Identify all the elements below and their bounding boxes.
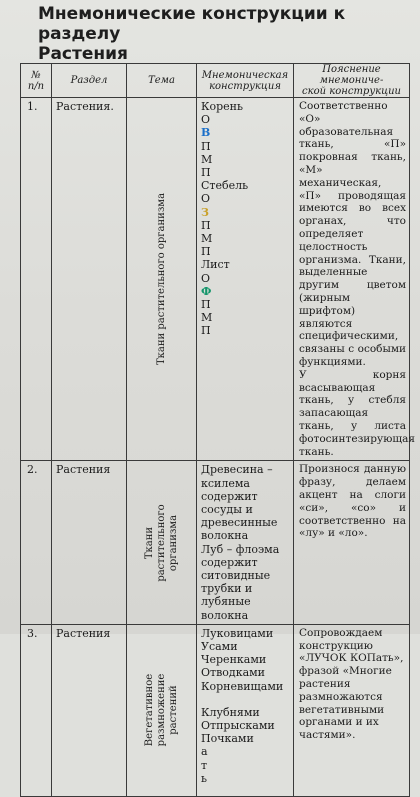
row-mnemonic: Древесина – ксилема содержит сосуды и древесинные волокна Луб – флоэма содержит ситовидные трубки и лубяные волокна xyxy=(197,461,294,624)
table-row xyxy=(21,624,410,796)
row-section: Растения xyxy=(52,624,127,796)
table-row xyxy=(21,98,410,461)
row-theme: Ткани растительного организма xyxy=(127,98,197,461)
row-explanation: Произнося данную фразу, делаем акцент на слоги «си», «со» и соответственно на «лу» и «ло». xyxy=(294,461,410,624)
row-theme: Ткани растительного организма xyxy=(127,461,197,624)
mnemonic-table xyxy=(20,63,415,797)
row-theme: Вегетативное размножение растений xyxy=(127,624,197,796)
row-explanation: Сопровождаем конструкцию «ЛУЧОК КОПать», фразой «Многие растения размножаются вегетативными органами и их частями». xyxy=(294,624,410,796)
row-num: 2. xyxy=(21,461,52,624)
row-mnemonic: Луковицами Усами Черенками Отводками Корневищами Клубнями Отпрысками Почками а т ь xyxy=(197,624,294,796)
header-explanation: Пояснение мнемониче- ской конструкции xyxy=(294,64,410,98)
row-explanation: Соответственно «О» образовательная ткань, «П» покровная ткань, «М» механическая, «П» проводящая имеются во всех органах, что определяет целостность организма. Ткани, выделенные другим цветом (жирным шрифтом) являются специфическими, связаны с особыми функциями. У корня всасывающая ткань, у стебля запасающая ткань, у листа фотосинтезирующая ткань. xyxy=(294,98,410,461)
row-section: Растения. xyxy=(52,98,127,461)
table-row xyxy=(21,461,410,624)
header-num: № п/п xyxy=(21,64,52,98)
row-mnemonic: Корень О В П М П Стебель О З П М П Лист О Ф П М П xyxy=(197,98,294,461)
title-line-1: Мнемонические конструкции к разделу xyxy=(38,4,346,44)
page-title xyxy=(20,4,400,64)
row-section: Растения xyxy=(52,461,127,624)
title-line-2: Растения xyxy=(38,44,128,64)
header-mnemonic: Мнемоническая конструкция xyxy=(197,64,294,98)
header-theme: Тема xyxy=(127,64,197,98)
row-num: 1. xyxy=(21,98,52,461)
row-num: 3. xyxy=(21,624,52,796)
header-row xyxy=(21,64,410,98)
header-section: Раздел xyxy=(52,64,127,98)
